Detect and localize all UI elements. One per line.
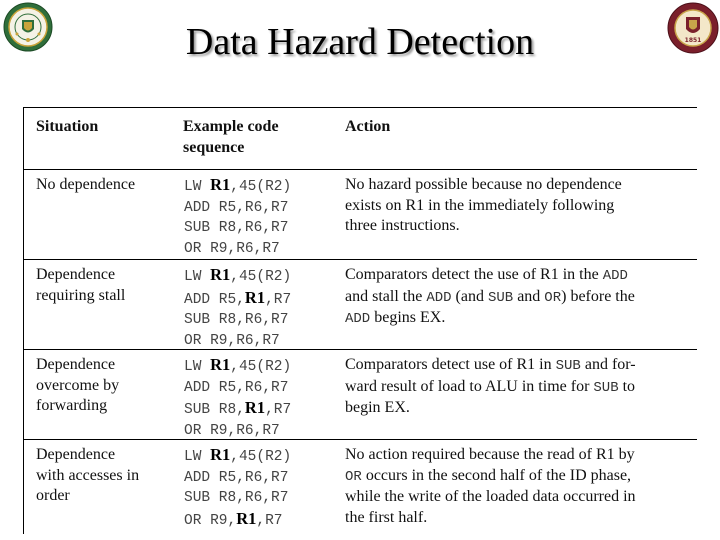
situation-line: with accesses in <box>36 466 140 484</box>
action-cell <box>345 445 636 528</box>
action-line <box>345 487 636 508</box>
situation-line: requiring stall <box>36 286 126 304</box>
code-segment: LW <box>184 179 211 195</box>
action-text: (and <box>451 287 488 305</box>
row-divider <box>23 349 697 350</box>
situation-cell <box>36 355 119 417</box>
action-line <box>345 265 635 287</box>
register-highlight: R1 <box>210 175 231 194</box>
code-segment: LW <box>184 449 211 465</box>
action-text: begins EX. <box>370 309 446 326</box>
code-line <box>184 509 291 532</box>
situation-line: forwarding <box>36 397 108 414</box>
code-segment: ,R7 <box>256 512 283 529</box>
table-left-border-body <box>23 169 24 534</box>
action-text: and for- <box>580 356 636 373</box>
action-text: and stall the <box>345 287 427 305</box>
slide-title: Data Hazard Detection <box>185 21 535 63</box>
code-sequence-cell <box>184 175 291 259</box>
register-highlight: R1 <box>210 265 231 284</box>
header-action: Action <box>345 118 391 135</box>
code-line <box>184 398 291 421</box>
code-segment: ,45(R2) <box>230 269 292 285</box>
situation-line: Dependence <box>36 446 116 463</box>
situation-line: No dependence <box>36 176 136 193</box>
situation-line: order <box>36 487 70 504</box>
code-segment: ADD R5,R6,R7 <box>184 379 289 396</box>
situation-cell <box>36 175 135 196</box>
action-line <box>345 287 635 309</box>
action-text: and <box>513 287 545 305</box>
action-line <box>345 466 636 488</box>
action-text: the first half. <box>345 508 428 526</box>
code-line <box>184 355 291 378</box>
table-top-rule <box>23 107 697 108</box>
code-line <box>184 265 291 288</box>
code-line <box>184 218 291 239</box>
code-segment: ,R7 <box>265 291 292 308</box>
seal-year: 1851 <box>684 37 702 44</box>
register-highlight: R1 <box>210 445 231 464</box>
code-segment: SUB R8, <box>184 402 245 418</box>
code-segment: OR R9,R6,R7 <box>184 332 280 349</box>
code-line <box>184 239 291 260</box>
situation-cell <box>36 445 139 507</box>
code-segment: SUB R8,R6,R7 <box>184 490 289 506</box>
table-left-border-header <box>23 107 24 169</box>
header-situation: Situation <box>36 118 99 135</box>
code-line <box>184 378 291 399</box>
action-text: while the write of the loaded data occurred in <box>345 488 636 505</box>
instruction-mnemonic: SUB <box>593 379 619 396</box>
action-cell <box>345 265 635 330</box>
instruction-mnemonic: SUB <box>555 358 581 374</box>
instruction-mnemonic: OR <box>345 468 362 485</box>
code-line <box>184 198 291 219</box>
code-segment: SUB R8,R6,R7 <box>184 312 289 328</box>
situation-line: overcome by <box>36 376 120 394</box>
action-line <box>345 377 636 399</box>
hazard-table <box>23 107 697 534</box>
action-text: begin EX. <box>345 399 410 416</box>
code-segment: OR R9, <box>184 512 237 529</box>
code-line <box>184 445 291 468</box>
header-code-line1: Example code <box>183 118 279 135</box>
situation-cell <box>36 265 125 306</box>
action-line <box>345 196 622 217</box>
register-highlight: R1 <box>210 355 231 374</box>
action-line <box>345 216 622 237</box>
action-text: to <box>618 377 636 395</box>
action-text: occurs in the second half of the ID phase, <box>361 466 632 484</box>
code-line <box>184 421 291 442</box>
code-segment: ,45(R2) <box>230 449 292 465</box>
action-text: three instructions. <box>345 217 460 234</box>
action-text: Comparators detect the use of R1 in the <box>345 266 603 283</box>
action-line <box>345 445 636 466</box>
header-divider <box>23 169 697 170</box>
code-line <box>184 331 291 352</box>
code-line <box>184 488 291 509</box>
row-divider <box>23 439 697 440</box>
instruction-mnemonic: OR <box>544 289 562 306</box>
code-line <box>184 468 291 489</box>
code-segment: SUB R8,R6,R7 <box>184 220 289 236</box>
code-segment: OR R9,R6,R7 <box>184 240 280 257</box>
action-text: exists on R1 in the immediately following <box>345 196 615 214</box>
action-text: No action required because the read of R1 by <box>345 446 635 463</box>
code-segment: ,45(R2) <box>230 179 292 195</box>
register-highlight: R1 <box>244 398 266 417</box>
code-segment: LW <box>184 359 211 375</box>
header-code-line2: sequence <box>183 138 245 156</box>
action-cell <box>345 355 636 419</box>
row-divider <box>23 259 697 260</box>
header-code <box>183 117 279 158</box>
action-text: No hazard possible because no dependence <box>345 176 622 193</box>
action-text: ) before the <box>561 287 635 305</box>
action-text: Comparators detect use of R1 in <box>345 356 556 373</box>
code-sequence-cell <box>184 445 291 531</box>
instruction-mnemonic: ADD <box>345 311 371 327</box>
code-line <box>184 288 291 311</box>
code-segment: LW <box>184 269 211 285</box>
code-segment: ADD R5,R6,R7 <box>184 469 289 486</box>
action-text: ward result of load to ALU in time for <box>345 377 594 395</box>
code-segment: OR R9,R6,R7 <box>184 422 280 439</box>
register-highlight: R1 <box>236 508 257 528</box>
code-segment: ,45(R2) <box>230 359 292 375</box>
action-line <box>345 398 636 419</box>
instruction-mnemonic: SUB <box>487 289 514 306</box>
action-cell <box>345 175 622 237</box>
register-highlight: R1 <box>244 287 266 307</box>
code-sequence-cell <box>184 265 291 351</box>
code-line <box>184 310 291 331</box>
instruction-mnemonic: ADD <box>426 289 452 306</box>
action-line <box>345 175 622 196</box>
code-segment: ADD R5,R6,R7 <box>184 199 289 216</box>
code-sequence-cell <box>184 355 291 441</box>
action-line <box>345 308 635 330</box>
situation-line: Dependence <box>36 356 116 373</box>
action-line <box>345 508 636 529</box>
code-segment: ,R7 <box>265 402 292 418</box>
code-line <box>184 175 291 198</box>
action-line <box>345 355 636 377</box>
instruction-mnemonic: ADD <box>602 268 628 284</box>
situation-line: Dependence <box>36 266 116 283</box>
code-segment: ADD R5, <box>184 291 245 308</box>
